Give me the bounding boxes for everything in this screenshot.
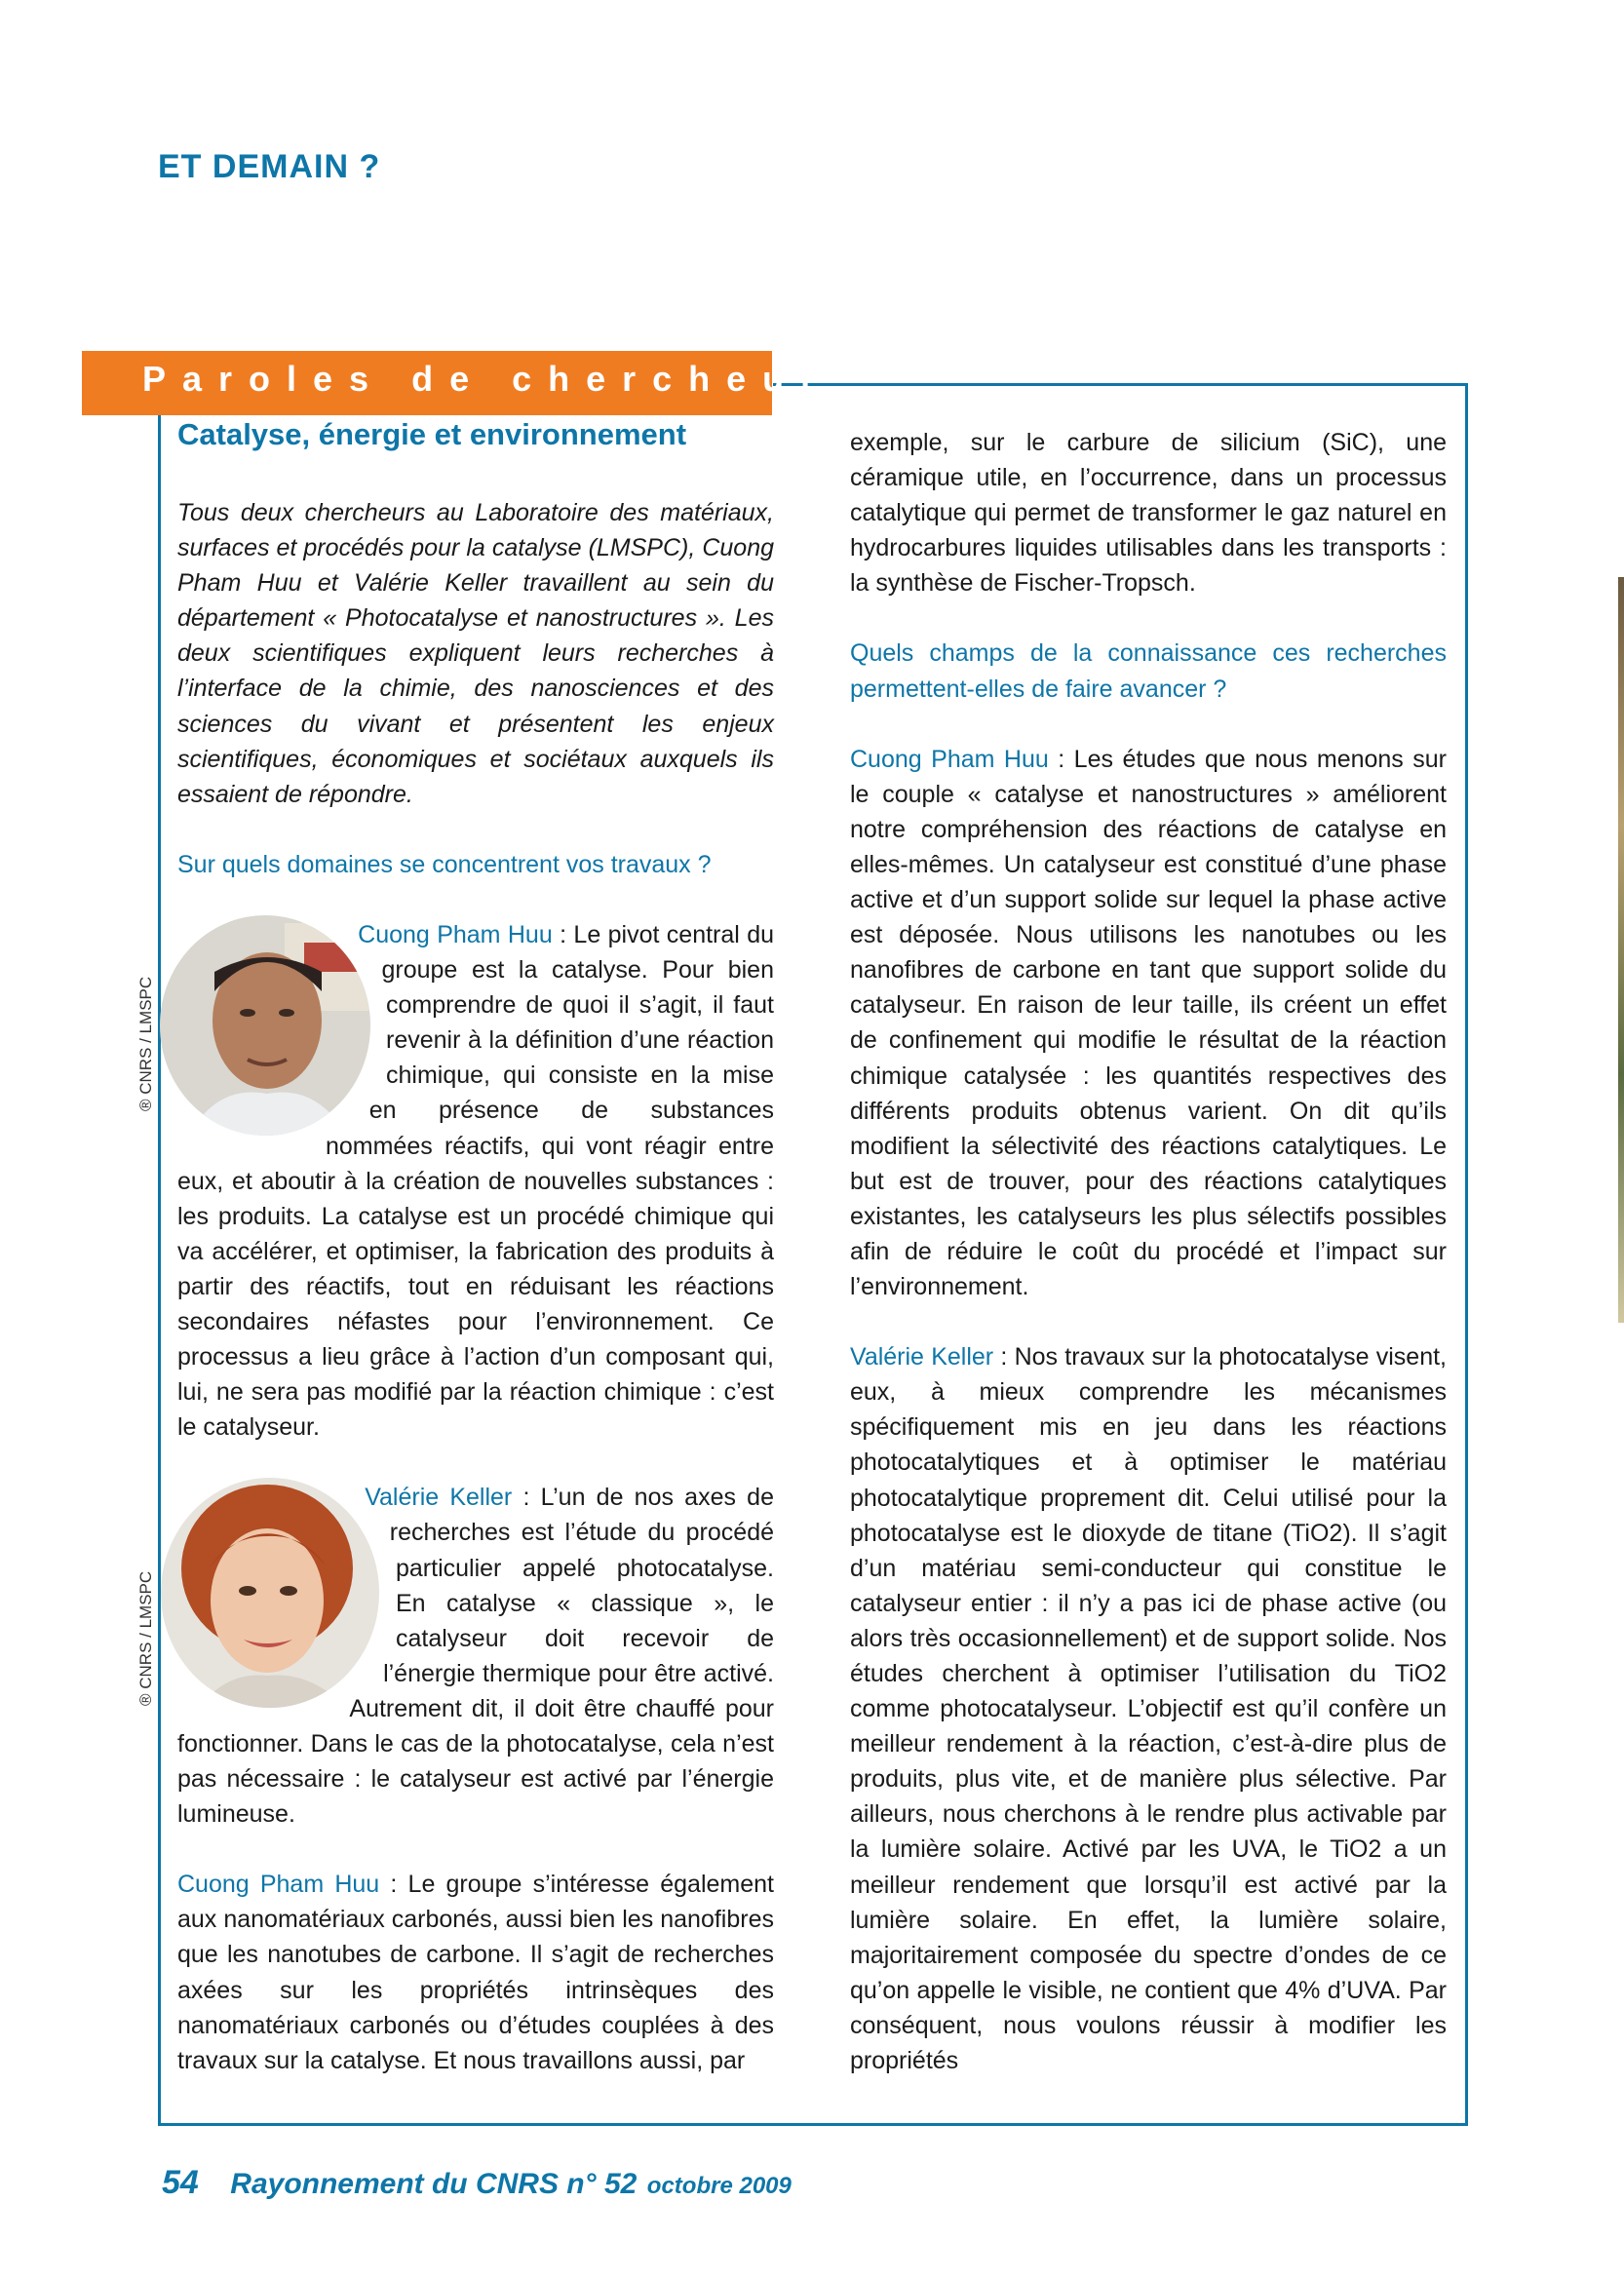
magazine-title: Rayonnement du CNRS n° 52 <box>230 2168 638 2200</box>
portrait-cuong-image <box>158 913 372 1138</box>
left-column <box>177 495 774 2113</box>
speaker-name: Cuong Pham Huu <box>177 1871 380 1899</box>
answer-3-continued: exemple, sur le carbure de silicium (SiC), une céramique utile, en l’occurrence, dans un processus catalytique qui permet de transformer le gaz naturel en hydrocarbures liquides utilisables dans les transports : la synthèse de Fischer-Tropsch. <box>850 429 1447 598</box>
question-1: Sur quels domaines se concentrent vos travaux ? <box>177 850 712 878</box>
right-column <box>850 425 1447 2113</box>
photo-cuong <box>158 913 372 1138</box>
speaker-name: Cuong Pham Huu <box>358 920 553 948</box>
photo-credit-2: ® CNRS / LMSPC <box>136 1570 155 1706</box>
speaker-name: Valérie Keller <box>850 1343 994 1371</box>
article-headline: Catalyse, énergie et environnement <box>177 417 687 451</box>
photo-credit-1: ® CNRS / LMSPC <box>136 976 155 1111</box>
banner-label: Paroles de chercheur <box>142 359 831 399</box>
answer-1: Cuong Pham Huu : Le pivot central du groupe est la catalyse. Pour bien comprendre de quoi il s’agit, il faut revenir à la définition d’une réaction chimique, qui consiste en la mise en présence de substances nommées réactifs, qui vont réagir entre eux, et aboutir à la création de nouvelles substances : les produits. La catalyse est un procédé chimique qui va accélérer, et optimiser, la fabrication des produits à partir des réactifs, tout en réduisant les réactions secondaires néfastes pour l’environnement. Ce processus a lieu grâce à l’action d’un composant qui, lui, ne sera pas modifié par la réaction chimique : c’est le catalyseur. <box>177 920 775 1442</box>
issue-date: octobre 2009 <box>646 2173 792 2199</box>
speaker-name: Valérie Keller <box>365 1484 513 1512</box>
intro-paragraph: Tous deux chercheurs au Laboratoire des matériaux, surfaces et procédés pour la catalyse (LMSPC), Cuong Pham Huu et Valérie Keller travaillent au sein du département « Photocatalyse et nanostructures ». Les deux scientifiques expliquent leurs recherches à l’interface de la chimie, des nanosciences et des sciences du vivant et présentent les enjeux scientifiques, économiques et sociétaux auxquels ils essaient de répondre. <box>177 499 774 808</box>
answer-2: Valérie Keller : L’un de nos axes de recherches est l’étude du procédé particulier appelé photocatalyse. En catalyse « classique », le catalyseur doit recevoir de l’énergie thermique pour être activé. Autrement dit, il doit être chauffé pour fonctionner. Dans le cas de la photocatalyse, cela n’est pas nécessaire : le catalyseur est activé par l’énergie lumineuse. <box>177 1484 774 1829</box>
answer-5: Valérie Keller : Nos travaux sur la photocatalyse visent, eux, à mieux comprendre les mécanismes spécifiquement mis en jeu dans les réactions photocatalytiques et à optimiser le matériau photocatalytique proprement dit. Celui utilisé pour la photocatalyse est le dioxyde de titane (TiO2). Il s’agit d’un matériau semi-conducteur qui constitue le catalyseur entier : il n’y a pas ici de phase active (ou alors très occasionnellement) et de support solide. Nos études cherchent à optimiser l’utilisation du TiO2 comme photocatalyseur. L’objectif est qu’il confère un meilleur rendement à la réaction, c’est-à-dire plus de produits, plus vite, et de manière plus sélective. Par ailleurs, nous cherchons à le rendre plus activable par la lumière solaire. Activé par les UVA, le TiO2 a un meilleur rendement que lorsqu’il est activé par la lumière solaire. En effet, la lumière solaire, majoritairement composée du spectre d’ondes de ce qu’on appelle le visible, ne contient que 4% d’UVA. Par conséquent, nous voulons réussir à modifier les propriétés <box>850 1343 1447 2075</box>
question-2: Quels champs de la connaissance ces recherches permettent-elles de faire avancer ? <box>850 639 1447 703</box>
photo-valerie <box>158 1476 382 1710</box>
page-number: 54 <box>162 2164 199 2201</box>
section-title: ET DEMAIN ? <box>158 148 381 185</box>
answer-4: Cuong Pham Huu : Les études que nous menons sur le couple « catalyse et nanostructures » améliorent notre compréhension des réactions de catalyse en elles-mêmes. Un catalyseur est constitué d’une phase active et d’un support solide sur lequel la phase active est déposée. Nous utilisons les nanotubes ou les nanofibres de carbone en tant que support solide du catalyseur. En raison de leur taille, ils créent un effet de confinement qui modifie le résultat de la réaction chimique catalysée : les quantités respectives des différents produits obtenus varient. On dit qu’ils modifient la sélectivité des réactions catalytiques. Le but est de trouver, pour des réactions catalytiques existantes, les catalyseurs les plus sélectifs possibles afin de réduire le coût du procédé et l’impact sur l’environnement. <box>850 745 1448 1301</box>
adjacent-page-edge <box>1618 577 1624 1323</box>
page-footer <box>162 2164 792 2202</box>
portrait-valerie-image <box>158 1476 382 1710</box>
answer-3: Cuong Pham Huu : Le groupe s’intéresse également aux nanomatériaux carbonés, aussi bien les nanofibres que les nanotubes de carbone. Il s’agit de recherches axées sur les propriétés intrinsèques des nanomatériaux carbonés ou d’études couplées à des travaux sur la catalyse. Et nous travaillons aussi, par <box>177 1871 774 2074</box>
speaker-name: Cuong Pham Huu <box>850 745 1049 773</box>
